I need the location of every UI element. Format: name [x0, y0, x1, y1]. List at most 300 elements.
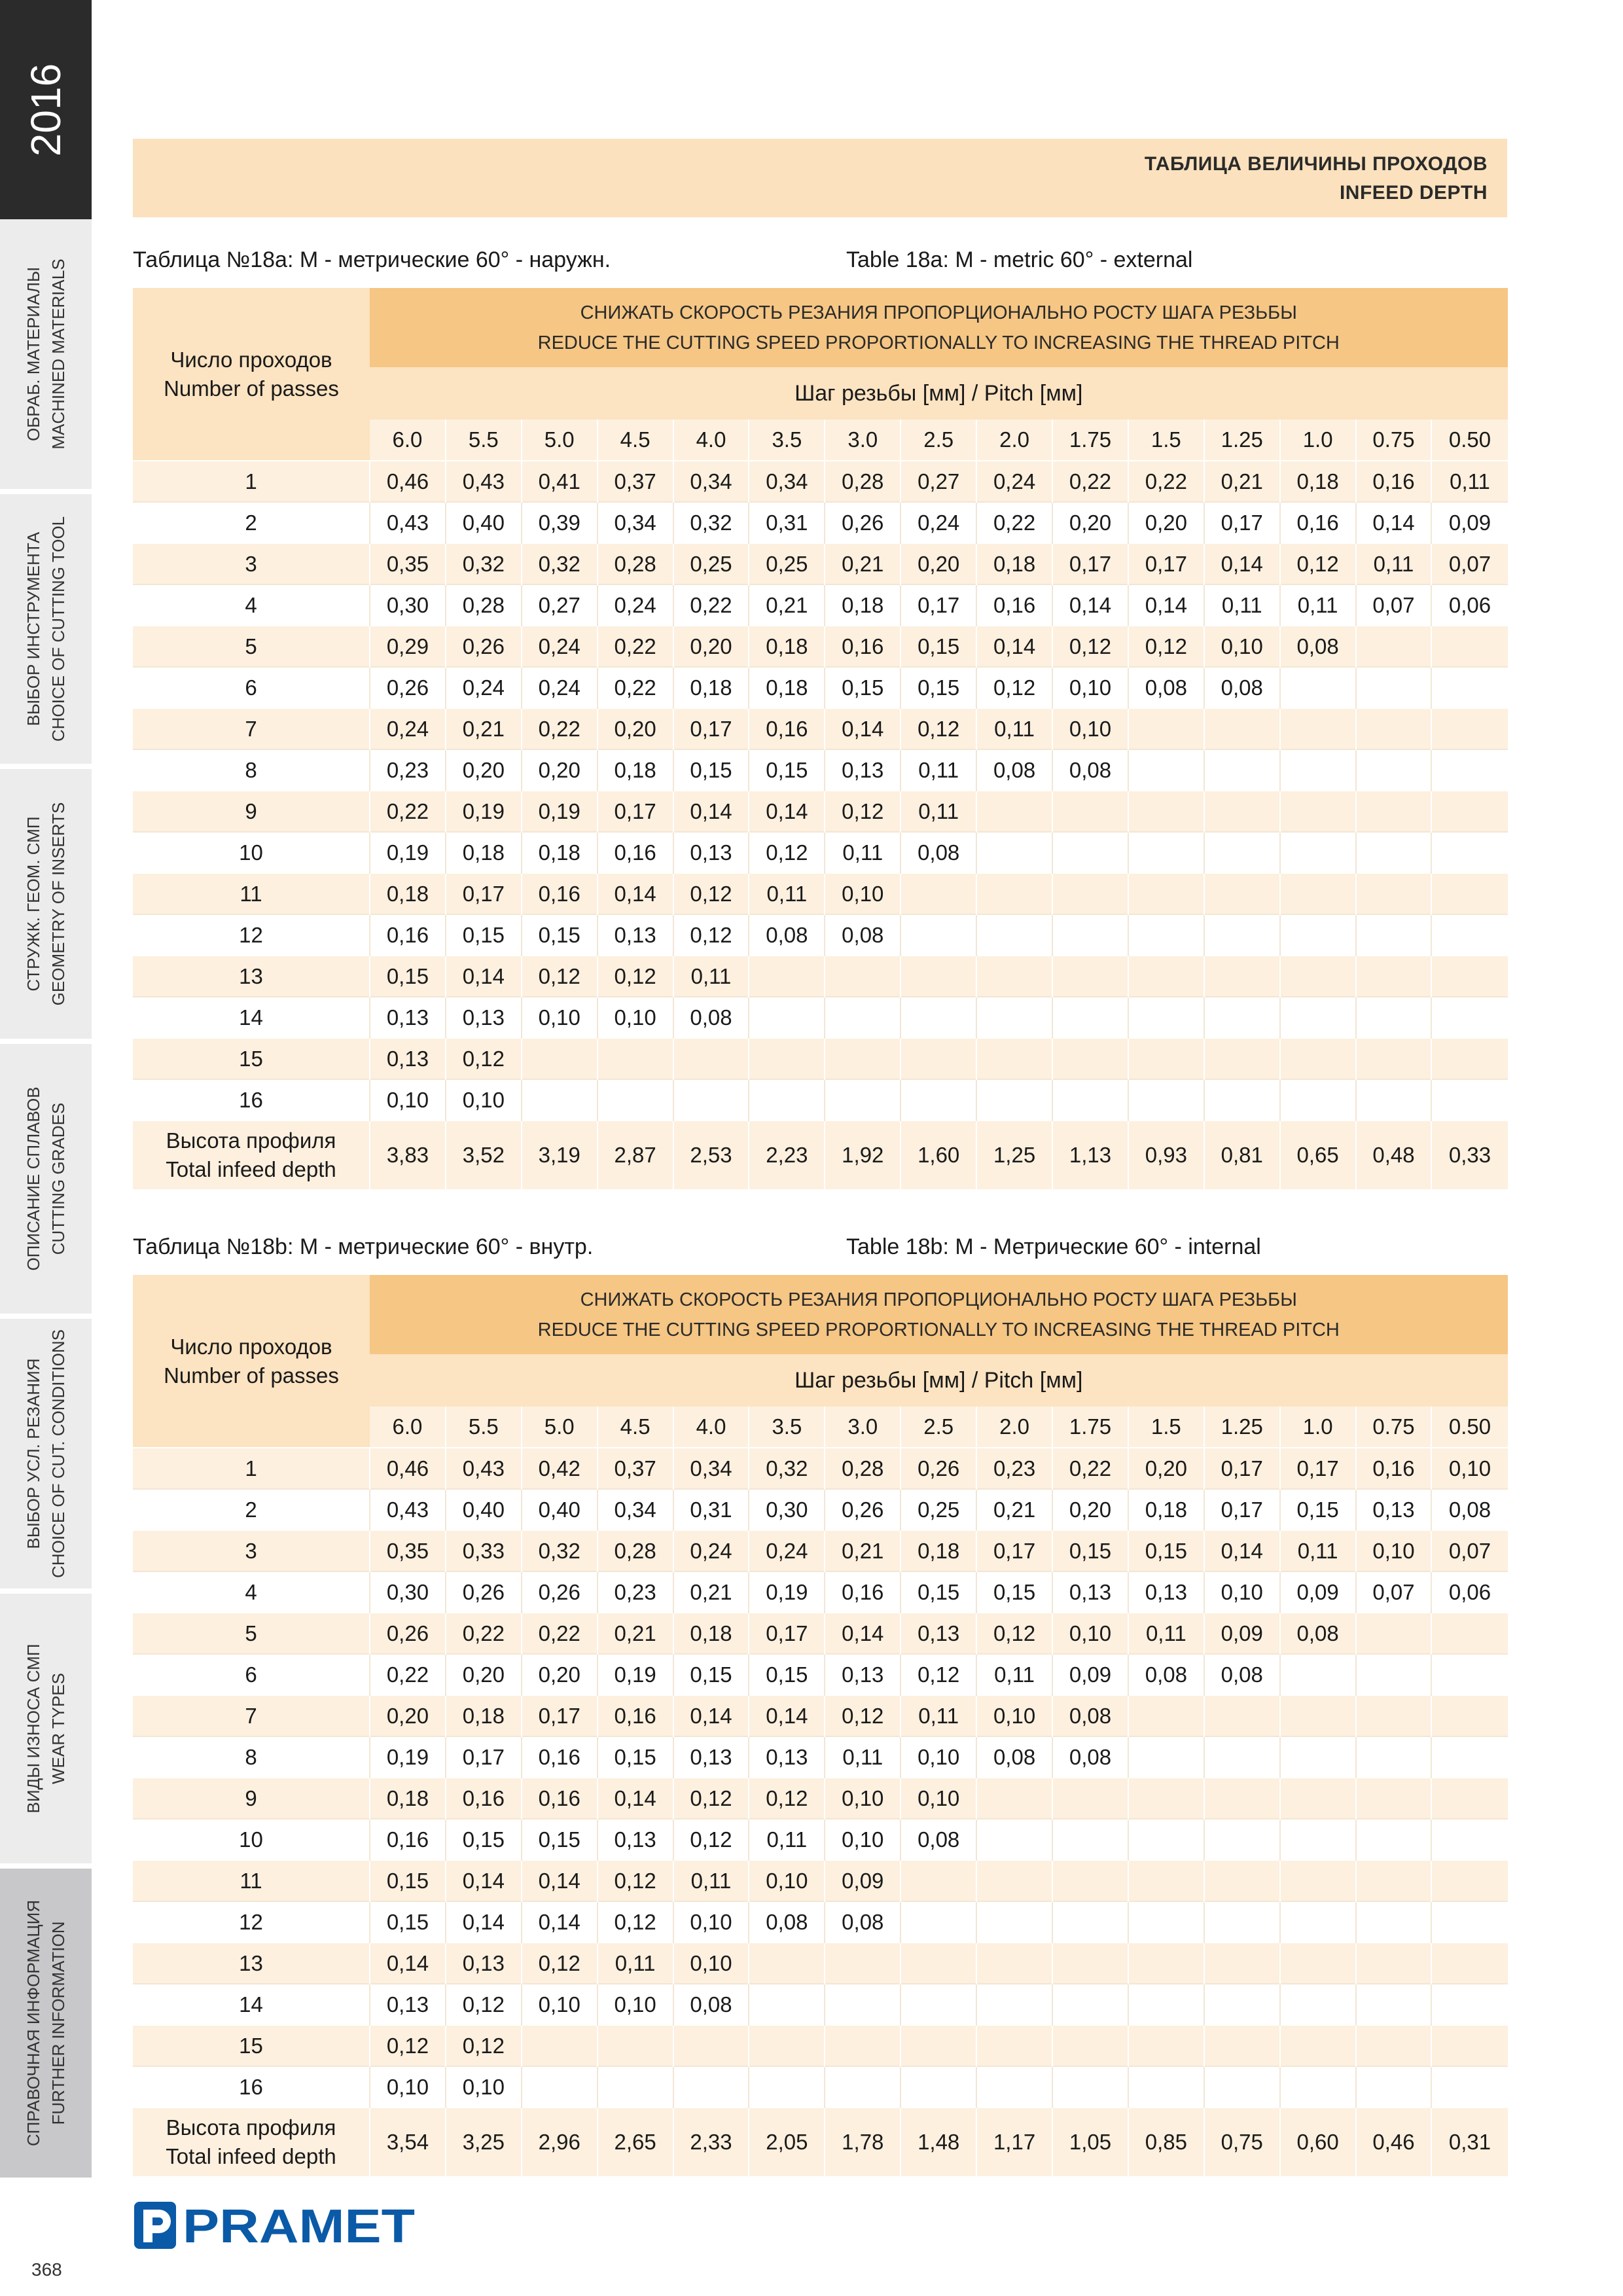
sidebar-tab-further-information[interactable] [0, 1869, 92, 2183]
infeed-value-cell: 0,28 [597, 1530, 673, 1571]
total-label-cell [133, 1121, 370, 1189]
infeed-value-cell [976, 1079, 1052, 1121]
total-value-cell: 0,31 [1431, 2108, 1507, 2176]
infeed-value-cell: 0,24 [370, 708, 446, 749]
infeed-value-cell [1204, 832, 1280, 873]
infeed-value-cell: 0,22 [370, 791, 446, 832]
infeed-value-cell [1280, 873, 1356, 914]
infeed-value-cell: 0,32 [446, 543, 522, 584]
infeed-value-cell: 0,07 [1356, 584, 1432, 626]
infeed-value-cell [1052, 832, 1128, 873]
infeed-value-cell: 0,14 [673, 1695, 749, 1736]
infeed-value-cell [1128, 832, 1204, 873]
pass-number-cell: 1 [133, 1448, 370, 1489]
pass-number-cell: 15 [133, 1038, 370, 1079]
infeed-value-cell: 0,10 [1356, 1530, 1432, 1571]
total-label-ru: Высота профиля [166, 2115, 336, 2140]
infeed-value-cell: 0,11 [1204, 584, 1280, 626]
infeed-value-cell [1204, 2066, 1280, 2108]
pitch-header-cell: 5.0 [522, 420, 597, 461]
infeed-value-cell: 0,11 [976, 1654, 1052, 1695]
infeed-value-cell: 0,11 [673, 1860, 749, 1901]
total-value-cell: 1,25 [976, 1121, 1052, 1189]
infeed-value-cell: 0,32 [522, 543, 597, 584]
infeed-value-cell: 0,10 [901, 1778, 976, 1819]
infeed-value-cell [976, 2066, 1052, 2108]
infeed-value-cell: 0,15 [976, 1571, 1052, 1613]
pitch-header-cell: 1.75 [1052, 1407, 1128, 1448]
infeed-value-cell: 0,14 [446, 1901, 522, 1943]
infeed-value-cell: 0,17 [522, 1695, 597, 1736]
infeed-value-cell: 0,18 [1280, 461, 1356, 502]
infeed-value-cell [1356, 749, 1432, 791]
infeed-value-cell [1431, 1736, 1507, 1778]
total-value-cell: 0,93 [1128, 1121, 1204, 1189]
infeed-value-cell [1431, 626, 1507, 667]
infeed-value-cell: 0,17 [976, 1530, 1052, 1571]
infeed-value-cell: 0,12 [1128, 626, 1204, 667]
infeed-value-cell [673, 1079, 749, 1121]
infeed-value-cell: 0,18 [976, 543, 1052, 584]
infeed-value-cell: 0,14 [446, 956, 522, 997]
sidebar-tab-cutting-tool[interactable] [0, 494, 92, 769]
pass-number-cell: 14 [133, 997, 370, 1038]
pass-number-cell: 16 [133, 1079, 370, 1121]
pitch-header-cell: 3.5 [749, 420, 825, 461]
infeed-value-cell: 0,28 [597, 543, 673, 584]
infeed-value-cell: 0,10 [446, 2066, 522, 2108]
infeed-value-cell: 0,26 [522, 1571, 597, 1613]
infeed-value-cell: 0,22 [673, 584, 749, 626]
infeed-value-cell [1204, 1778, 1280, 1819]
infeed-value-cell: 0,14 [522, 1901, 597, 1943]
infeed-value-cell [1356, 956, 1432, 997]
total-value-cell: 0,85 [1128, 2108, 1204, 2176]
infeed-value-cell [1431, 2066, 1507, 2108]
infeed-value-cell: 0,20 [446, 749, 522, 791]
infeed-value-cell: 0,15 [749, 749, 825, 791]
infeed-value-cell [976, 1860, 1052, 1901]
infeed-value-cell: 0,14 [1356, 502, 1432, 543]
infeed-value-cell: 0,14 [597, 1778, 673, 1819]
sidebar-tab-label-en: GEOMETRY OF INSERTS [48, 802, 68, 1006]
infeed-value-cell: 0,24 [446, 667, 522, 708]
infeed-value-cell [1431, 1778, 1507, 1819]
infeed-value-cell [1431, 2025, 1507, 2066]
infeed-value-cell [1128, 1079, 1204, 1121]
infeed-value-cell [1356, 708, 1432, 749]
infeed-value-cell [1204, 1984, 1280, 2025]
infeed-value-cell [976, 956, 1052, 997]
pass-number-cell: 8 [133, 1736, 370, 1778]
infeed-value-cell: 0,08 [976, 1736, 1052, 1778]
infeed-value-cell [901, 1860, 976, 1901]
infeed-value-cell [1356, 914, 1432, 956]
pitch-header-cell: 0.50 [1431, 420, 1507, 461]
pitch-header-cell: 1.5 [1128, 420, 1204, 461]
infeed-value-cell: 0,12 [446, 1984, 522, 2025]
infeed-value-cell: 0,14 [597, 873, 673, 914]
infeed-value-cell: 0,12 [976, 667, 1052, 708]
header-banner [133, 139, 1507, 217]
total-value-cell: 0,65 [1280, 1121, 1356, 1189]
infeed-value-cell [976, 832, 1052, 873]
infeed-value-cell [1128, 1038, 1204, 1079]
infeed-value-cell: 0,12 [597, 956, 673, 997]
passes-label-ru: Число проходов [170, 1334, 332, 1359]
infeed-value-cell: 0,11 [825, 1736, 901, 1778]
total-label-ru: Высота профиля [166, 1128, 336, 1153]
infeed-table-external [133, 288, 1508, 1189]
table-row [133, 997, 1508, 1038]
infeed-value-cell: 0,15 [673, 1654, 749, 1695]
infeed-value-cell [1052, 1038, 1128, 1079]
infeed-value-cell: 0,22 [1052, 1448, 1128, 1489]
infeed-value-cell: 0,06 [1431, 584, 1507, 626]
infeed-value-cell [1356, 1695, 1432, 1736]
infeed-value-cell [1280, 1943, 1356, 1984]
infeed-value-cell: 0,10 [1052, 708, 1128, 749]
infeed-value-cell [522, 1079, 597, 1121]
infeed-value-cell: 0,18 [901, 1530, 976, 1571]
infeed-value-cell: 0,08 [1128, 1654, 1204, 1695]
sidebar-tab-cutting-conditions[interactable] [0, 1319, 92, 1594]
infeed-value-cell [1128, 791, 1204, 832]
infeed-value-cell: 0,24 [976, 461, 1052, 502]
infeed-value-cell [901, 914, 976, 956]
infeed-value-cell: 0,11 [749, 873, 825, 914]
infeed-value-cell [1280, 997, 1356, 1038]
table-b-caption-ru: Таблица №18b: M - метрические 60° - внутр. [133, 1234, 594, 1259]
infeed-value-cell [1280, 2066, 1356, 2108]
infeed-value-cell: 0,09 [825, 1860, 901, 1901]
infeed-value-cell [1204, 1695, 1280, 1736]
infeed-value-cell: 0,42 [522, 1448, 597, 1489]
page-title-en: INFEED DEPTH [1339, 182, 1488, 204]
sidebar-tab-cutting-grades[interactable] [0, 1044, 92, 1319]
infeed-value-cell [1128, 708, 1204, 749]
infeed-value-cell: 0,10 [370, 2066, 446, 2108]
total-row [133, 1121, 1508, 1189]
pitch-header-cell: 2.5 [901, 1407, 976, 1448]
infeed-value-cell [1431, 832, 1507, 873]
infeed-value-cell: 0,10 [673, 1943, 749, 1984]
table-row [133, 502, 1508, 543]
infeed-value-cell: 0,08 [1052, 1736, 1128, 1778]
table-row [133, 1860, 1508, 1901]
infeed-value-cell [749, 956, 825, 997]
pitch-header-cell: 5.5 [446, 1407, 522, 1448]
infeed-value-cell: 0,11 [749, 1819, 825, 1860]
pass-number-cell: 4 [133, 1571, 370, 1613]
infeed-value-cell [976, 997, 1052, 1038]
infeed-value-cell: 0,22 [446, 1613, 522, 1654]
total-value-cell: 3,52 [446, 1121, 522, 1189]
infeed-value-cell [1280, 1695, 1356, 1736]
infeed-value-cell [1431, 1984, 1507, 2025]
infeed-value-cell [1431, 708, 1507, 749]
infeed-value-cell: 0,21 [673, 1571, 749, 1613]
infeed-value-cell [1356, 1736, 1432, 1778]
infeed-value-cell [976, 1901, 1052, 1943]
infeed-value-cell: 0,12 [597, 1901, 673, 1943]
infeed-value-cell: 0,10 [825, 1819, 901, 1860]
infeed-value-cell [901, 2066, 976, 2108]
infeed-value-cell [901, 1079, 976, 1121]
pitch-header-cell: 5.5 [446, 420, 522, 461]
infeed-value-cell: 0,17 [446, 873, 522, 914]
sidebar-tab-machined-materials[interactable] [0, 219, 92, 494]
pass-number-cell: 4 [133, 584, 370, 626]
infeed-value-cell: 0,15 [370, 956, 446, 997]
total-value-cell: 1,13 [1052, 1121, 1128, 1189]
infeed-value-cell: 0,08 [1128, 667, 1204, 708]
infeed-value-cell [1204, 1901, 1280, 1943]
infeed-value-cell: 0,29 [370, 626, 446, 667]
infeed-value-cell: 0,21 [597, 1613, 673, 1654]
infeed-value-cell: 0,13 [597, 914, 673, 956]
infeed-value-cell: 0,40 [446, 1489, 522, 1530]
infeed-value-cell: 0,43 [446, 1448, 522, 1489]
total-value-cell: 2,53 [673, 1121, 749, 1189]
pitch-header-cell: 2.0 [976, 1407, 1052, 1448]
infeed-value-cell [1280, 667, 1356, 708]
infeed-value-cell [1280, 1778, 1356, 1819]
infeed-value-cell [901, 873, 976, 914]
infeed-value-cell [1431, 1901, 1507, 1943]
table-row [133, 543, 1508, 584]
pass-number-cell: 14 [133, 1984, 370, 2025]
infeed-value-cell: 0,27 [901, 461, 976, 502]
infeed-value-cell [1280, 1736, 1356, 1778]
pitch-header-cell: 1.25 [1204, 1407, 1280, 1448]
infeed-value-cell: 0,12 [673, 873, 749, 914]
infeed-value-cell [1356, 1901, 1432, 1943]
pass-number-cell: 6 [133, 667, 370, 708]
pass-number-cell: 10 [133, 832, 370, 873]
infeed-value-cell [901, 1984, 976, 2025]
infeed-value-cell: 0,17 [446, 1736, 522, 1778]
infeed-value-cell: 0,14 [1204, 543, 1280, 584]
infeed-value-cell [976, 1819, 1052, 1860]
infeed-value-cell [1204, 749, 1280, 791]
pass-number-cell: 16 [133, 2066, 370, 2108]
infeed-value-cell: 0,13 [446, 1943, 522, 1984]
pitch-header-cell: 1.75 [1052, 420, 1128, 461]
infeed-value-cell: 0,14 [749, 791, 825, 832]
infeed-value-cell: 0,10 [446, 1079, 522, 1121]
passes-label-en: Number of passes [164, 376, 339, 401]
infeed-value-cell: 0,19 [446, 791, 522, 832]
pitch-header-cell: 4.0 [673, 1407, 749, 1448]
sidebar-tab-label-en: FURTHER INFORMATION [48, 1921, 68, 2125]
infeed-value-cell: 0,17 [1052, 543, 1128, 584]
infeed-value-cell [1280, 832, 1356, 873]
infeed-value-cell [1280, 914, 1356, 956]
infeed-value-cell: 0,12 [673, 914, 749, 956]
infeed-value-cell: 0,37 [597, 461, 673, 502]
infeed-value-cell [825, 1079, 901, 1121]
pass-number-cell: 1 [133, 461, 370, 502]
sidebar-tab-label-ru: СПРАВОЧНАЯ ИНФОРМАЦИЯ [24, 1899, 43, 2147]
infeed-value-cell: 0,10 [522, 1984, 597, 2025]
infeed-value-cell: 0,21 [1204, 461, 1280, 502]
pass-number-cell: 9 [133, 1778, 370, 1819]
infeed-value-cell: 0,11 [825, 832, 901, 873]
pass-number-cell: 11 [133, 873, 370, 914]
infeed-value-cell: 0,25 [673, 543, 749, 584]
pitch-label: Шаг резьбы [мм] / Pitch [мм] [370, 1354, 1508, 1407]
infeed-value-cell [901, 956, 976, 997]
infeed-value-cell [749, 1943, 825, 1984]
infeed-value-cell: 0,12 [749, 832, 825, 873]
total-row [133, 2108, 1508, 2176]
infeed-value-cell: 0,08 [1204, 1654, 1280, 1695]
year-label: 2016 [22, 63, 69, 157]
infeed-value-cell: 0,30 [749, 1489, 825, 1530]
infeed-value-cell [825, 997, 901, 1038]
total-value-cell: 0,33 [1431, 1121, 1507, 1189]
total-value-cell: 1,92 [825, 1121, 901, 1189]
sidebar-tab-label-ru: ВИДЫ ИЗНОСА СМП [24, 1643, 43, 1814]
infeed-value-cell: 0,34 [749, 461, 825, 502]
sidebar-tab-geometry-inserts[interactable] [0, 769, 92, 1044]
infeed-value-cell [1204, 1943, 1280, 1984]
infeed-value-cell: 0,16 [370, 914, 446, 956]
infeed-value-cell [825, 956, 901, 997]
infeed-value-cell: 0,12 [446, 1038, 522, 1079]
infeed-value-cell [1356, 667, 1432, 708]
total-value-cell: 3,25 [446, 2108, 522, 2176]
infeed-value-cell: 0,20 [446, 1654, 522, 1695]
infeed-value-cell: 0,08 [976, 749, 1052, 791]
infeed-value-cell: 0,18 [673, 1613, 749, 1654]
total-label-en: Total infeed depth [166, 2144, 336, 2168]
infeed-value-cell: 0,17 [749, 1613, 825, 1654]
infeed-value-cell [976, 791, 1052, 832]
infeed-value-cell: 0,11 [901, 1695, 976, 1736]
infeed-value-cell: 0,08 [1280, 626, 1356, 667]
infeed-value-cell: 0,12 [370, 2025, 446, 2066]
infeed-value-cell [1128, 2066, 1204, 2108]
pass-number-cell: 6 [133, 1654, 370, 1695]
pitch-header-cell: 5.0 [522, 1407, 597, 1448]
infeed-value-cell: 0,16 [522, 1736, 597, 1778]
infeed-value-cell [1128, 1695, 1204, 1736]
infeed-value-cell: 0,10 [597, 1984, 673, 2025]
infeed-value-cell: 0,25 [901, 1489, 976, 1530]
infeed-value-cell: 0,28 [825, 461, 901, 502]
pass-number-cell: 2 [133, 1489, 370, 1530]
infeed-value-cell [1052, 1943, 1128, 1984]
sidebar-tab-label-ru: ВЫБОР УСЛ. РЕЗАНИЯ [24, 1358, 43, 1549]
infeed-value-cell: 0,08 [749, 914, 825, 956]
infeed-value-cell: 0,20 [901, 543, 976, 584]
infeed-value-cell: 0,10 [825, 873, 901, 914]
infeed-value-cell: 0,20 [1052, 1489, 1128, 1530]
infeed-value-cell: 0,22 [1052, 461, 1128, 502]
sidebar-tab-wear-types[interactable] [0, 1594, 92, 1869]
infeed-value-cell: 0,19 [749, 1571, 825, 1613]
total-value-cell: 0,75 [1204, 2108, 1280, 2176]
infeed-value-cell: 0,16 [976, 584, 1052, 626]
infeed-value-cell: 0,34 [597, 502, 673, 543]
infeed-value-cell: 0,16 [1356, 1448, 1432, 1489]
infeed-value-cell: 0,11 [1128, 1613, 1204, 1654]
infeed-value-cell [1128, 1778, 1204, 1819]
infeed-value-cell [673, 1038, 749, 1079]
total-value-cell: 1,78 [825, 2108, 901, 2176]
infeed-value-cell: 0,10 [1204, 1571, 1280, 1613]
infeed-value-cell [825, 1038, 901, 1079]
table-row [133, 873, 1508, 914]
table-row [133, 1571, 1508, 1613]
infeed-value-cell [1204, 708, 1280, 749]
infeed-value-cell: 0,07 [1356, 1571, 1432, 1613]
infeed-value-cell: 0,12 [597, 1860, 673, 1901]
total-value-cell: 0,46 [1356, 2108, 1432, 2176]
infeed-value-cell: 0,24 [901, 502, 976, 543]
infeed-value-cell: 0,12 [522, 956, 597, 997]
infeed-value-cell [1052, 914, 1128, 956]
pitch-header-cell: 2.0 [976, 420, 1052, 461]
infeed-value-cell [1128, 873, 1204, 914]
infeed-value-cell [1052, 791, 1128, 832]
infeed-value-cell: 0,13 [673, 832, 749, 873]
pass-number-cell: 10 [133, 1819, 370, 1860]
infeed-value-cell: 0,19 [522, 791, 597, 832]
infeed-value-cell [1204, 1038, 1280, 1079]
header-row [133, 1275, 1508, 1354]
infeed-value-cell: 0,26 [370, 667, 446, 708]
infeed-value-cell: 0,35 [370, 543, 446, 584]
infeed-value-cell [1356, 1778, 1432, 1819]
infeed-value-cell: 0,23 [370, 749, 446, 791]
infeed-value-cell: 0,21 [446, 708, 522, 749]
infeed-value-cell: 0,10 [597, 997, 673, 1038]
infeed-value-cell [1128, 2025, 1204, 2066]
infeed-value-cell [522, 2066, 597, 2108]
pitch-header-cell: 3.0 [825, 1407, 901, 1448]
infeed-value-cell [825, 1943, 901, 1984]
infeed-value-cell: 0,15 [370, 1901, 446, 1943]
header-row [133, 288, 1508, 367]
infeed-value-cell [1356, 791, 1432, 832]
infeed-value-cell [976, 1943, 1052, 1984]
infeed-value-cell: 0,22 [370, 1654, 446, 1695]
infeed-value-cell [1280, 1984, 1356, 2025]
total-value-cell: 0,48 [1356, 1121, 1432, 1189]
infeed-value-cell: 0,28 [825, 1448, 901, 1489]
infeed-value-cell: 0,15 [522, 1819, 597, 1860]
infeed-value-cell [1128, 1901, 1204, 1943]
infeed-value-cell: 0,12 [901, 1654, 976, 1695]
infeed-value-cell: 0,08 [901, 1819, 976, 1860]
infeed-value-cell: 0,30 [370, 584, 446, 626]
infeed-value-cell [1356, 1984, 1432, 2025]
infeed-value-cell: 0,14 [673, 791, 749, 832]
table-row [133, 1695, 1508, 1736]
infeed-value-cell: 0,14 [749, 1695, 825, 1736]
sidebar-tab-label-ru: ОПИСАНИЕ СПЛАВОВ [24, 1086, 43, 1271]
infeed-value-cell [1204, 1079, 1280, 1121]
pass-number-cell: 5 [133, 1613, 370, 1654]
pass-number-cell: 13 [133, 956, 370, 997]
infeed-value-cell: 0,18 [522, 832, 597, 873]
table-row [133, 1901, 1508, 1943]
table-row [133, 914, 1508, 956]
table-row [133, 1530, 1508, 1571]
